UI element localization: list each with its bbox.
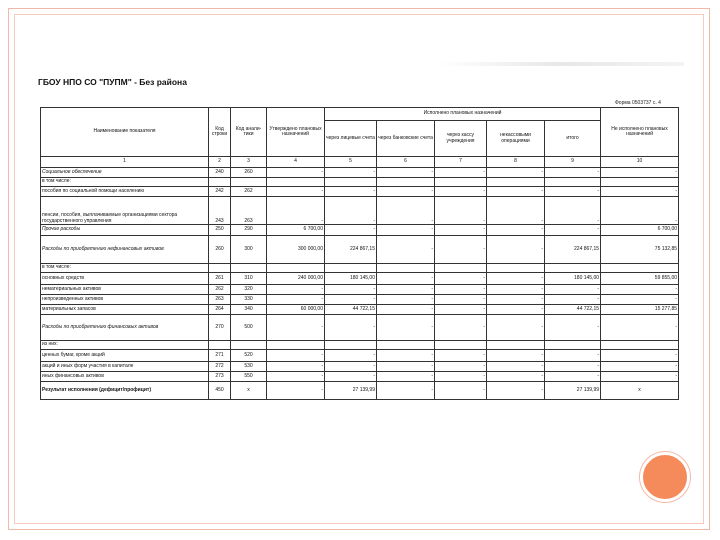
row-total (545, 341, 601, 350)
col-cash-header: через кассу учреждения (435, 121, 487, 157)
row-noncash: - (487, 236, 545, 264)
row-personal: - (325, 362, 377, 372)
row-bank: - (377, 236, 435, 264)
row-code: 263 (209, 295, 231, 305)
table-row (41, 305, 679, 315)
row-name: непроизведенных активов (41, 295, 209, 305)
row-approved (267, 178, 325, 187)
row-bank (377, 178, 435, 187)
row-total: - (545, 372, 601, 382)
row-personal: 224 867,15 (325, 236, 377, 264)
row-analytic: 320 (231, 285, 267, 295)
row-not-executed: - (601, 362, 679, 372)
row-name: в том числе: (41, 178, 209, 187)
row-total: 224 867,15 (545, 236, 601, 264)
row-total: 27 139,99 (545, 382, 601, 400)
row-cash: - (435, 350, 487, 362)
row-not-executed: 15 277,85 (601, 305, 679, 315)
row-not-executed (601, 341, 679, 350)
row-total (545, 264, 601, 273)
table-row (41, 264, 679, 273)
row-name: Расходы по приобретению нефинансовых активов (41, 236, 209, 264)
row-cash (435, 264, 487, 273)
row-total: - (545, 315, 601, 341)
row-approved: - (267, 382, 325, 400)
row-personal: 27 139,99 (325, 382, 377, 400)
row-personal (325, 264, 377, 273)
row-approved: - (267, 197, 325, 225)
row-bank: - (377, 315, 435, 341)
row-analytic (231, 264, 267, 273)
row-analytic: 310 (231, 273, 267, 285)
row-noncash (487, 178, 545, 187)
row-name: пособия по социальной помощи населению (41, 187, 209, 197)
row-cash: - (435, 187, 487, 197)
row-name: акций и иных форм участия в капитале (41, 362, 209, 372)
row-cash (435, 341, 487, 350)
row-code: 262 (209, 285, 231, 295)
column-number: 6 (377, 157, 435, 168)
row-code: 242 (209, 187, 231, 197)
row-bank: - (377, 225, 435, 236)
row-personal: - (325, 372, 377, 382)
table-row (41, 350, 679, 362)
report-table (40, 107, 679, 400)
row-analytic: 290 (231, 225, 267, 236)
row-name: иных финансовых активов (41, 372, 209, 382)
row-personal: - (325, 295, 377, 305)
col-analytics-header: Код анали-тики (231, 108, 267, 157)
col-personal-accounts-header: через лицевые счета (325, 121, 377, 157)
table-row (41, 187, 679, 197)
decorative-circle (640, 452, 690, 502)
row-personal (325, 341, 377, 350)
column-number: 8 (487, 157, 545, 168)
row-analytic: 530 (231, 362, 267, 372)
row-name: Прочие расходы (41, 225, 209, 236)
row-noncash: - (487, 225, 545, 236)
row-cash (435, 178, 487, 187)
row-not-executed: 6 700,00 (601, 225, 679, 236)
row-analytic: 263 (231, 197, 267, 225)
row-not-executed: - (601, 285, 679, 295)
column-number: 2 (209, 157, 231, 168)
column-number: 3 (231, 157, 267, 168)
table-row (41, 236, 679, 264)
row-approved: - (267, 350, 325, 362)
row-approved (267, 264, 325, 273)
row-total: - (545, 168, 601, 178)
row-noncash: - (487, 382, 545, 400)
col-not-executed-header: Не исполнено плановых назначений (601, 108, 679, 157)
row-noncash: - (487, 362, 545, 372)
row-approved (267, 341, 325, 350)
row-code: 272 (209, 362, 231, 372)
row-bank (377, 341, 435, 350)
row-code: 240 (209, 168, 231, 178)
row-not-executed: 75 132,85 (601, 236, 679, 264)
row-total: - (545, 350, 601, 362)
row-analytic (231, 341, 267, 350)
row-name: материальных запасов (41, 305, 209, 315)
row-personal: 44 722,15 (325, 305, 377, 315)
row-analytic: 262 (231, 187, 267, 197)
row-approved: - (267, 362, 325, 372)
row-bank: - (377, 285, 435, 295)
row-code (209, 341, 231, 350)
row-code: 273 (209, 372, 231, 382)
row-approved: - (267, 315, 325, 341)
row-noncash: - (487, 350, 545, 362)
table-row (41, 273, 679, 285)
col-non-cash-header: некассовыми операциями (487, 121, 545, 157)
row-analytic: x (231, 382, 267, 400)
row-total: - (545, 197, 601, 225)
row-approved: 6 700,00 (267, 225, 325, 236)
row-personal (325, 178, 377, 187)
row-noncash: - (487, 285, 545, 295)
row-noncash: - (487, 372, 545, 382)
row-name: основных средств (41, 273, 209, 285)
table-row (41, 197, 679, 225)
row-personal: - (325, 315, 377, 341)
table-row (41, 168, 679, 178)
row-code: 250 (209, 225, 231, 236)
row-cash: - (435, 285, 487, 295)
table-row (41, 285, 679, 295)
row-code (209, 178, 231, 187)
row-not-executed (601, 264, 679, 273)
row-cash: - (435, 315, 487, 341)
table-row (41, 178, 679, 187)
row-cash: - (435, 305, 487, 315)
row-code (209, 264, 231, 273)
row-cash: - (435, 372, 487, 382)
row-approved: - (267, 372, 325, 382)
row-noncash: - (487, 197, 545, 225)
table-row (41, 225, 679, 236)
execution-group-header: Исполнено плановых назначений (325, 108, 601, 121)
row-bank: - (377, 273, 435, 285)
row-analytic (231, 178, 267, 187)
row-not-executed: - (601, 187, 679, 197)
row-noncash: - (487, 295, 545, 305)
row-bank: - (377, 305, 435, 315)
row-not-executed: - (601, 295, 679, 305)
row-name: пенсии, пособия, выплачиваемые организациями сектора государственного управления (41, 197, 209, 225)
row-name: ценных бумаг, кроме акций (41, 350, 209, 362)
row-cash: - (435, 225, 487, 236)
row-approved: - (267, 295, 325, 305)
row-bank: - (377, 168, 435, 178)
table-row (41, 341, 679, 350)
row-not-executed: x (601, 382, 679, 400)
col-total-header: итого (545, 121, 601, 157)
row-noncash: - (487, 168, 545, 178)
row-approved: 240 000,00 (267, 273, 325, 285)
col-approved-header: Утверждено плановых назначений (267, 108, 325, 157)
row-code: 261 (209, 273, 231, 285)
row-analytic: 500 (231, 315, 267, 341)
column-number-row (41, 157, 679, 168)
column-number: 4 (267, 157, 325, 168)
row-personal: - (325, 285, 377, 295)
row-personal: - (325, 225, 377, 236)
column-number: 1 (41, 157, 209, 168)
row-total: - (545, 362, 601, 372)
row-analytic: 520 (231, 350, 267, 362)
row-total: - (545, 285, 601, 295)
document-title: ГБОУ НПО СО "ПУПМ" - Без района (38, 77, 187, 87)
row-code: 271 (209, 350, 231, 362)
row-noncash (487, 341, 545, 350)
row-analytic: 330 (231, 295, 267, 305)
row-name: Результат исполнения (дефицит/профицит) (41, 382, 209, 400)
form-number: Форма 0503737 с. 4 (615, 100, 661, 106)
row-personal: - (325, 350, 377, 362)
row-personal: - (325, 187, 377, 197)
col-name-header: Наименование показателя (41, 108, 209, 157)
column-number: 10 (601, 157, 679, 168)
row-bank: - (377, 362, 435, 372)
row-total (545, 178, 601, 187)
result-row (41, 382, 679, 400)
row-personal: - (325, 197, 377, 225)
table-row (41, 315, 679, 341)
row-total: - (545, 225, 601, 236)
row-approved: - (267, 285, 325, 295)
row-name: из них: (41, 341, 209, 350)
row-analytic: 550 (231, 372, 267, 382)
row-not-executed: - (601, 372, 679, 382)
row-bank: - (377, 350, 435, 362)
row-name: Социальное обеспечение (41, 168, 209, 178)
row-code: 243 (209, 197, 231, 225)
row-bank: - (377, 372, 435, 382)
row-approved: 300 000,00 (267, 236, 325, 264)
row-bank: - (377, 187, 435, 197)
row-cash: - (435, 382, 487, 400)
row-bank: - (377, 382, 435, 400)
row-not-executed: - (601, 197, 679, 225)
row-approved: 60 000,00 (267, 305, 325, 315)
row-total: 180 145,00 (545, 273, 601, 285)
row-code: 270 (209, 315, 231, 341)
row-total: - (545, 295, 601, 305)
row-code: 450 (209, 382, 231, 400)
column-number: 5 (325, 157, 377, 168)
row-code: 264 (209, 305, 231, 315)
row-approved: - (267, 187, 325, 197)
row-analytic: 340 (231, 305, 267, 315)
row-not-executed: - (601, 168, 679, 178)
row-cash: - (435, 197, 487, 225)
row-name: Расходы по приобретению финансовых активов (41, 315, 209, 341)
row-not-executed (601, 178, 679, 187)
row-cash: - (435, 168, 487, 178)
row-code: 260 (209, 236, 231, 264)
row-not-executed: - (601, 315, 679, 341)
row-total: - (545, 187, 601, 197)
row-noncash: - (487, 315, 545, 341)
column-number: 9 (545, 157, 601, 168)
row-noncash: - (487, 187, 545, 197)
table-row (41, 362, 679, 372)
row-analytic: 260 (231, 168, 267, 178)
row-not-executed: - (601, 350, 679, 362)
row-personal: - (325, 168, 377, 178)
table-row (41, 295, 679, 305)
row-name: нематериальных активов (41, 285, 209, 295)
column-number: 7 (435, 157, 487, 168)
row-name: в том числе: (41, 264, 209, 273)
row-total: 44 722,15 (545, 305, 601, 315)
row-noncash: - (487, 305, 545, 315)
row-cash: - (435, 362, 487, 372)
row-bank: - (377, 197, 435, 225)
col-bank-accounts-header: через банковские счета (377, 121, 435, 157)
row-personal: 180 145,00 (325, 273, 377, 285)
row-cash: - (435, 273, 487, 285)
row-analytic: 300 (231, 236, 267, 264)
row-bank (377, 264, 435, 273)
row-bank: - (377, 295, 435, 305)
row-approved: - (267, 168, 325, 178)
row-not-executed: 59 855,00 (601, 273, 679, 285)
col-line-code-header: Код строки (209, 108, 231, 157)
row-cash: - (435, 295, 487, 305)
table-row (41, 372, 679, 382)
row-noncash (487, 264, 545, 273)
scan-shadow (438, 62, 684, 66)
row-cash: - (435, 236, 487, 264)
row-noncash: - (487, 273, 545, 285)
